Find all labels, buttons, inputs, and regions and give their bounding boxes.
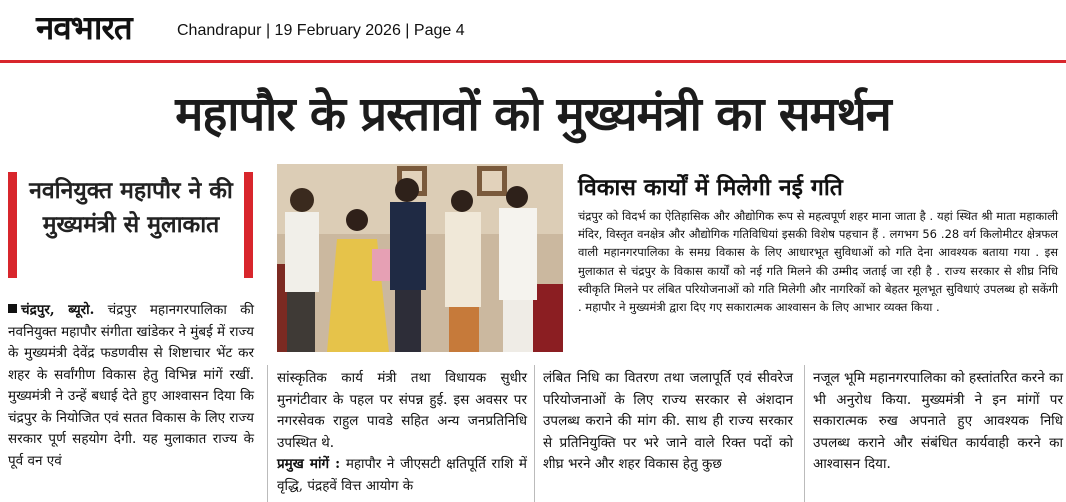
column-divider: [267, 365, 268, 502]
subheadline-left-bar: [8, 172, 17, 278]
body-column-3: लंबित निधि का वितरण तथा जलापूर्ति एवं सीवरेज परियोजनाओं के लिए राज्य सरकार से अंशदान उपलब्ध कराने की मांग की. साथ ही राज्य सरकार से प्रतिनियुक्ति पर भरे जाने वाले रिक्त पदों को शीघ्र भरने और शहर विकास हेतु कुछ: [543, 370, 793, 472]
lead-text: चंद्रपुर महानगरपालिका की नवनियुक्त महापौर संगीता खांडेकर ने मुंबई में राज्य के मुख्यमंत्री देवेंद्र फडणवीस से शिष्टाचार भेंट कर शहर के सर्वांगीण विकास हेतु विभिन्न मांगें रखीं. मुख्यमंत्री ने उन्हें बधाई देते हुए आश्वासन दिया कि चंद्रपुर के नियोजित एवं सतत विकास के लिए राज्य सरकार पूर्ण सहयोग देगी. यह मुलाकात राज्य के पूर्व वन एवं: [8, 302, 254, 469]
newspaper-logo: नवभारत: [36, 8, 132, 47]
subheadline-right-bar: [244, 172, 253, 278]
lead-column: [8, 300, 254, 472]
lead-dateline: चंद्रपुर, ब्यूरो.: [21, 302, 95, 318]
edition-dateline: Chandrapur | 19 February 2026 | Page 4: [177, 22, 465, 39]
body-column-2: [277, 368, 527, 497]
main-headline: महापौर के प्रस्तावों को मुख्यमंत्री का समर्थन: [175, 87, 891, 142]
news-photo-illustration: [277, 164, 563, 352]
subheadline-box: [8, 172, 253, 278]
right-paragraph: चंद्रपुर को विदर्भ का ऐतिहासिक और औद्योगिक रूप से महत्वपूर्ण शहर माना जाता है . यहां स्थित श्री माता महाकाली मंदिर, विस्तृत वनक्षेत्र और औद्योगिक गतिविधियां इसकी विशेष पहचान हैं . लगभग 56 .28 वर्ग किलोमीटर क्षेत्रफल वाली महानगरपालिका के समग्र विकास के लिए आधारभूत सुविधाओं को गति देना आवश्यक बताया गया . इस मुलाकात से चंद्रपुर के विकास कार्यों को नई गति मिलने की उम्मीद जताई जा रही है . राज्य सरकार से शीघ्र निधि स्वीकृति मिलने पर लंबित परियोजनाओं को गति मिलेगी और नागरिकों को बेहतर मूलभूत सुविधाएं उपलब्ध हो सकेंगी . महापौर ने मुख्यमंत्री द्वारा दिए गए सकारात्मक आश्वासन के लिए आभार व्यक्त किया .: [578, 209, 1058, 315]
masthead: [0, 0, 1066, 62]
masthead-rule: [0, 60, 1066, 63]
kicker-headline: विकास कार्यों में मिलेगी नई गति: [578, 175, 843, 201]
news-photo: [277, 164, 563, 352]
bullet-square-icon: [8, 304, 17, 313]
subheadline: नवनियुक्त महापौर ने की मुख्यमंत्री से मुलाकात: [29, 178, 233, 238]
body-column-4: नजूल भूमि महानगरपालिका को हस्तांतरित करने का भी अनुरोध किया. मुख्यमंत्री ने इन मांगों पर सकारात्मक रुख अपनाते हुए आवश्यक निधि उपलब्ध कराने और संबंधित कार्यवाही करने का आश्वासन दिया.: [813, 370, 1063, 472]
column-2-text: सांस्कृतिक कार्य मंत्री तथा विधायक सुधीर मुनगंटीवार के पहल पर संपन्न हुई. इस अवसर पर नगरसेवक राहुल पावडे सहित अन्य जनप्रतिनिधि उपस्थित थे.: [277, 370, 527, 451]
demands-label: प्रमुख मांगें :: [277, 456, 341, 472]
column-2-text-continued: महापौर ने जीएसटी क्षतिपूर्ति राशि में वृद्धि, पंद्रहवें वित्त आयोग के: [277, 456, 528, 494]
column-divider: [534, 365, 535, 502]
column-divider: [804, 365, 805, 502]
